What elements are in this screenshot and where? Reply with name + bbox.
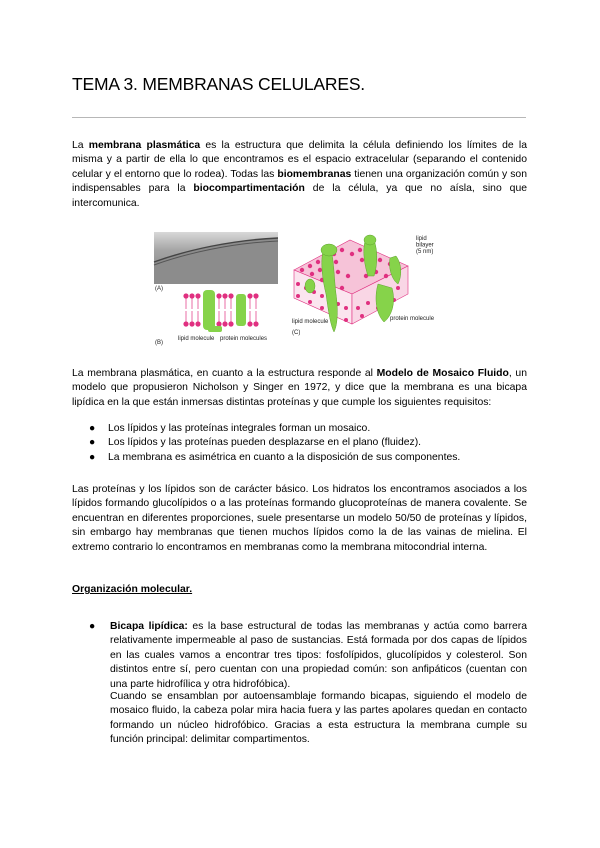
- requisites-list: [72, 422, 527, 465]
- label-c: (C): [292, 330, 301, 336]
- list-item: [72, 451, 527, 465]
- page-title: TEMA 3. MEMBRANAS CELULARES.: [72, 74, 365, 94]
- label-lipid-molecule-c: lipid molecule: [292, 319, 329, 325]
- requisite-text: La membrana es asimétrica en cuanto a la disposición de sus componentes.: [108, 451, 461, 463]
- intro-text-2: es la estructura que delimita la célula definiendo los límites de la misma y a partir de ella lo que encontramos es el espacio extracelular (separando el contenido celular y el entorno que lo rodea). Todas las: [72, 140, 527, 180]
- section-heading: Organización molecular.: [72, 584, 193, 595]
- term-lipid-bilayer: Bicapa lipídica:: [110, 621, 188, 632]
- title-divider: [72, 117, 526, 118]
- bullet-icon: ●: [89, 451, 96, 463]
- bullet-icon: ●: [89, 423, 96, 434]
- membrane-figure: [152, 228, 452, 352]
- term-fluid-mosaic: Modelo de Mosaico Fluido: [376, 368, 509, 379]
- intro-text-3: tienen una organización común y son indispensables para la: [72, 168, 527, 195]
- label-protein-molecule: protein molecule: [390, 316, 435, 322]
- intro-text-1: La: [72, 140, 89, 151]
- schematic-bilayer: [183, 290, 258, 332]
- requisite-text: Los lípidos y las proteínas integrales forman un mosaico.: [108, 423, 371, 434]
- model-paragraph: [72, 367, 527, 410]
- intro-text-4: de la célula, ya que no aísla, sino que intercomunica.: [72, 183, 527, 209]
- membrane-diagram: [152, 228, 452, 352]
- bilayer-text: es la base estructural de todas las membranas y actúa como barrera relativamente impermeable al paso de sustancias. Está formada por dos capas de lípidos en las cuales vamos a encontrar tres tipos: fosfolípidos, glucolípidos y colesterol. Son distintos entre sí, pero cuentan con una propiedad común: son anfipáticos (cuentan con una parte hidrofílica y otra hidrofóbica).: [110, 621, 527, 690]
- label-lipid-molecule-b: lipid molecule: [178, 336, 215, 342]
- label-lipid-bilayer: lipid bilayer (5 nm): [416, 236, 434, 255]
- requisite-text: Los lípidos y las proteínas pueden desplazarse en el plano (fluidez).: [108, 437, 422, 449]
- label-protein-molecules: protein molecules: [220, 336, 268, 342]
- model-text-1: La membrana plasmática, en cuanto a la estructura responde al: [72, 368, 377, 379]
- bilayer-paragraph-2: Cuando se ensamblan por autoensamblaje formando bicapas, siguiendo el modelo de mosaico fluido, la cabeza polar mira hacia fuera y las partes apolares quedan en contacto formando un núcleo hidrofóbico. Gracias a esta estructura la membrana cumple su función principal: delimitar compartimentos.: [110, 691, 527, 746]
- list-item: [72, 422, 527, 436]
- model-text-2: , un modelo que propusieron Nicholson y Singer en 1972, y dice que la membrana es una bicapa lipídica en la que están inmersas distintas proteínas y que cumple los siguientes requisitos:: [72, 368, 527, 408]
- term-biocompartment: biocompartimentación: [193, 183, 305, 195]
- list-item: [72, 436, 527, 450]
- bullet-icon: ●: [89, 621, 96, 632]
- intro-paragraph: [72, 139, 527, 211]
- bilayer-paragraph: [110, 620, 527, 692]
- label-b: (B): [155, 340, 163, 346]
- label-a: (A): [155, 286, 163, 292]
- term-plasma-membrane: membrana plasmática: [88, 140, 201, 151]
- composition-paragraph: Las proteínas y los lípidos son de carácter básico. Los hidratos los encontramos asociados a los lípidos formando glucolípidos o a las proteínas formando glucoproteínas de manera covalente. Se encuentran en diferentes proporciones, suele presentarse un modelo 50/50 de proteínas y lípidos, sin embargo hay membranas que tienen muchos lípidos como la de las vainas de mielina. El extremo contrario lo encontramos en membranas como la membrana mitocondrial interna.: [72, 484, 527, 553]
- micrograph-panel: [154, 232, 278, 284]
- term-biomembranes: biomembranas: [277, 168, 352, 180]
- bullet-icon: ●: [89, 437, 96, 449]
